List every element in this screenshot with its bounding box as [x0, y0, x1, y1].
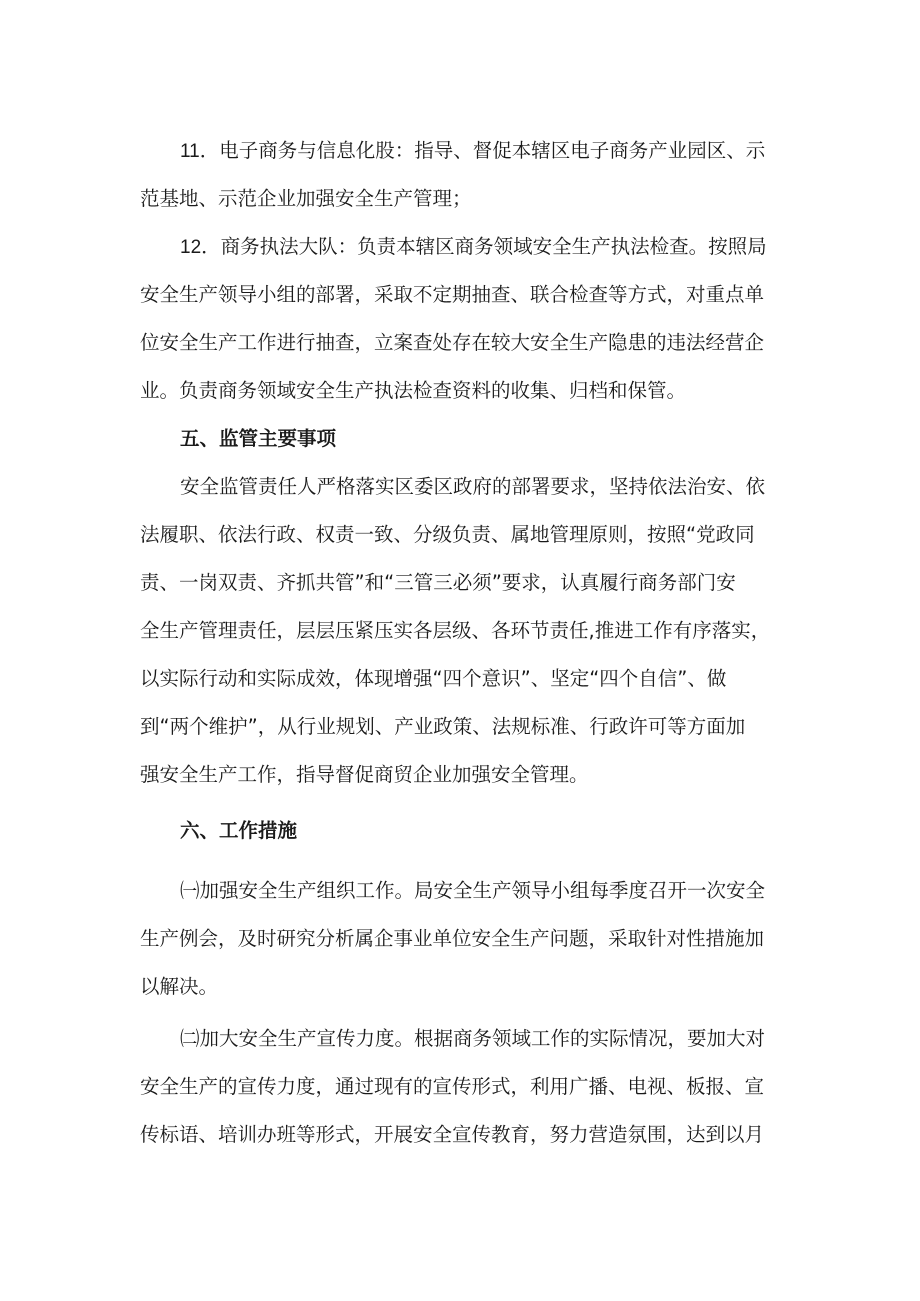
- paragraph-11-number: 11: [180, 141, 200, 162]
- section-5-line-3: 责、一岗双责、齐抓共管”和“三管三必须”要求，认真履行商务部门安: [140, 571, 736, 594]
- paragraph-12-number: 12: [180, 237, 202, 258]
- paragraph-11-line-1: [0, 136, 920, 166]
- section-6-heading: 六、工作措施: [180, 819, 298, 842]
- paragraph-12-line-1: [0, 232, 920, 262]
- section-6-item-1-line-2: 生产例会，及时研究分析属企事业单位安全生产问题，采取针对性措施加: [140, 927, 765, 950]
- section-6-item-1-line-1: ㈠加强安全生产组织工作。局安全生产领导小组每季度召开一次安全: [180, 879, 766, 902]
- section-6-item-2-line-1: ㈡加大安全生产宣传力度。根据商务领域工作的实际情况，要加大对: [180, 1027, 766, 1050]
- paragraph-12-line-3: 位安全生产工作进行抽查，立案查处存在较大安全生产隐患的违法经营企: [140, 331, 765, 354]
- paragraph-12-line-2: 安全生产领导小组的部署，采取不定期抽查、联合检查等方式，对重点单: [140, 283, 765, 306]
- paragraph-11-text: ．电子商务与信息化股：指导、督促本辖区电子商务产业园区、示: [199, 139, 766, 162]
- section-5-line-5: 以实际行动和实际成效，体现增强“四个意识”、坚定“四个自信”、做: [140, 667, 727, 690]
- section-5-line-4: 全生产管理责任，层层压紧压实各层级、各环节责任,推进工作有序落实，: [140, 619, 771, 642]
- paragraph-11-line-2: 范基地、示范企业加强安全生产管理；: [140, 187, 472, 210]
- paragraph-12-line-4: 业。负责商务领域安全生产执法检查资料的收集、归档和保管。: [140, 379, 687, 402]
- section-5-line-2: 法履职、依法行政、权责一致、分级负责、属地管理原则，按照“党政同: [140, 523, 755, 546]
- section-5-line-1: 安全监管责任人严格落实区委区政府的部署要求，坚持依法治安、依: [180, 475, 766, 498]
- section-6-item-2-line-2: 安全生产的宣传力度，通过现有的宣传形式，利用广播、电视、板报、宣: [140, 1075, 765, 1098]
- section-6-item-2-line-3: 传标语、培训办班等形式，开展安全宣传教育，努力营造氛围，达到以月: [140, 1123, 765, 1146]
- section-5-line-7: 强安全生产工作，指导督促商贸企业加强安全管理。: [140, 763, 589, 786]
- section-6-item-1-line-3: 以解决。: [140, 975, 219, 998]
- section-5-heading: 五、监管主要事项: [180, 427, 337, 450]
- section-5-line-6: 到“两个维护”，从行业规划、产业政策、法规标准、行政许可等方面加: [140, 715, 746, 738]
- paragraph-12-text: ．商务执法大队：负责本辖区商务领域安全生产执法检查。按照局: [201, 235, 767, 258]
